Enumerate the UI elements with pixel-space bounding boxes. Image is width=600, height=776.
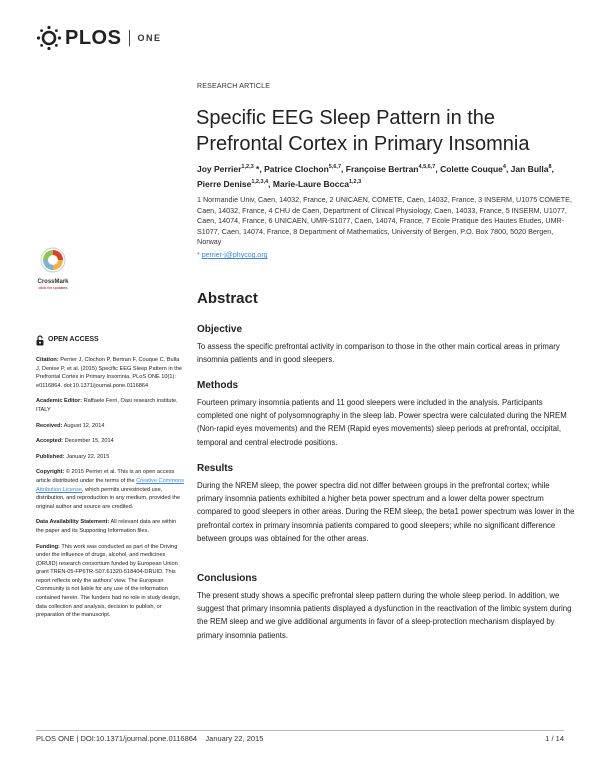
logo-divider (129, 30, 130, 46)
conclusions-text: The present study shows a specific prefrontal sleep pattern during the whole sleep period. In addition, we suggest that primary insomnia patients displayed a dysfunction in the reactivation of the limbic system during the REM sleep and we give additional arguments in favor of a sleep-protection mechanism displayed by primary insomnia patients. (197, 591, 572, 640)
email-link[interactable]: perrier-j@phycog.org (201, 252, 268, 259)
crossmark-sublabel: click for updates (38, 285, 68, 290)
received-date: August 12, 2014 (63, 422, 105, 429)
editor-text: Raffaele Ferri, Oasi research institute, ITALY (36, 398, 178, 413)
page-footer (36, 734, 564, 743)
copyright-text-end: , which permits unrestricted use, distribution, and reproduction in any medium, provided the original author and source are credited. (36, 486, 180, 510)
funding-block (36, 543, 184, 620)
funding-text: This work was conducted as part of the Driving under the influence of drugs, alcohol, and medicines (DRUID) research consortium funded by European Union grant TREN-05-FP6TR-S07.61320-518404-DRUID. This report reflects only the authors' view. The European Community is not liable for any use of the information contained herein. The funders had no role in study design, data collection and analysis, decision to publish, or preparation of the manuscript. (36, 543, 181, 619)
editor-label: Academic Editor: (36, 398, 83, 405)
logo-text: PLOS (65, 26, 122, 49)
received-label: Received: (36, 422, 63, 429)
article-type: RESEARCH ARTICLE (197, 83, 271, 90)
published-date: January 22, 2015 (66, 453, 110, 460)
objective-text: To assess the specific prefrontal activity in comparison to those in the other main cortical areas in primary insomnia patients and in good sleepers. (197, 342, 560, 365)
open-access-badge (36, 335, 184, 346)
published-label: Published: (36, 453, 65, 460)
citation-text: Perrier J, Clochon P, Bertran F, Couque C, Bulla J, Denise P, et al. (2015) Specific EEG Sleep Pattern in the Prefrontal Cortex in Primary Insomnia. PLoS ONE 10(1): e0116864. doi:10.1371/journal.pone.0116864 (36, 357, 183, 389)
author[interactable]: Marie-Laure Bocca$^{1,2,3}$ (272, 178, 362, 189)
page-number: 1 / 14 (545, 734, 564, 743)
crossmark-badge[interactable] (34, 247, 72, 290)
open-access-label: OPEN ACCESS (48, 336, 99, 344)
open-lock-icon (36, 335, 44, 346)
copyright-text: © 2015 Perrier et al. This is an open access article distributed under the terms of the (36, 469, 175, 484)
corresponding-marker: * (197, 252, 200, 259)
results-text: During the NREM sleep, the power spectra did not differ between groups in the prefrontal cortex; while primary insomnia patients exhibited a higher beta power spectrum and a lower delta power spectrum compared to good sleepers in other areas. During the REM sleep, the beta1 power spectrum was lower in the prefrontal cortex in primary insomnia patients compared to good sleepers; while no significant difference between groups was obtained for the other areas. (197, 481, 575, 543)
plos-logo[interactable] (36, 24, 161, 52)
sidebar (36, 335, 184, 627)
footer-citation: PLOS ONE | DOI:10.1371/journal.pone.0116864 January 22, 2015 (36, 734, 264, 743)
citation-label: Citation: (36, 357, 59, 363)
author-list: Joy Perrier$^{1,2,3}$ *, Patrice Clochon$^{5,6,7}$, Françoise Bertran$^{4,5,6,7}$, Colette Couque$^4$, Jan Bulla$^8$, Pierre Denise$^{1,2,3,4}$, Marie-Laure Bocca$^{1,2,3}$ (197, 163, 554, 189)
affiliations: 1 Normandie Univ, Caen, 14032, France, 2 UNICAEN, COMETE, Caen, 14032, France, 3 INSERM, U1075 COMETE, Caen, 14032, France, 4 CHU de Caen, Department of Clinical Physiology, Caen, 14033, France, 5 INSERM, U1077, Caen, 14074, France, 6 UNICAEN, UMR-S1077, Caen, 14074, France, 7 Ecole Pratique des Hautes Etudes, UMR-S1077, Caen, 14074, France, 8 Department of Mathematics, University of Bergen, P.O. Box 7800, 5020 Bergen, Norway (197, 195, 572, 246)
author[interactable]: Françoise Bertran$^{4,5,6,7}$ (345, 163, 436, 174)
abstract-heading: Abstract (197, 290, 258, 307)
citation-block (36, 356, 184, 390)
journal-name: ONE (137, 33, 162, 43)
author[interactable]: Pierre Denise$^{1,2,3,4}$ (197, 178, 269, 189)
copyright-block (36, 468, 184, 511)
conclusions-heading: Conclusions (197, 573, 258, 584)
corresponding-email (197, 252, 268, 259)
crossmark-label: CrossMark (37, 279, 69, 285)
article-title: Specific EEG Sleep Pattern in the Prefrontal Cortex in Primary Insomnia (196, 107, 530, 155)
methods-text: Fourteen primary insomnia patients and 11 good sleepers were included in the analysis. Participants completed one night of polysomnography in the sleep lab. Power spectra were calculated during the NREM (Non-rapid eyes movements) and the REM (Rapid eyes movements) sleep periods at prefrontal, occipital, temporal and central electrode positions. (197, 398, 567, 447)
funding-label: Funding: (36, 543, 60, 550)
license-link[interactable]: Creative Commons Attribution License (36, 477, 185, 493)
data-availability-block (36, 518, 184, 535)
author[interactable]: Joy Perrier$^{1,2,3}$ (197, 163, 254, 174)
accepted-block (36, 437, 184, 446)
editor-block (36, 397, 184, 414)
accepted-label: Accepted: (36, 438, 64, 445)
crossmark-icon (40, 247, 66, 273)
author[interactable]: Jan Bulla$^8$ (510, 163, 552, 174)
data-availability-text: All relevant data are within the paper and its Supporting Information files. (36, 519, 177, 534)
results-heading: Results (197, 463, 234, 474)
data-availability-label: Data Availability Statement: (36, 519, 110, 526)
footer-divider (36, 730, 564, 731)
received-block (36, 422, 184, 431)
published-block (36, 453, 184, 462)
methods-heading: Methods (197, 380, 239, 391)
author[interactable]: Colette Couque$^4$ (440, 163, 506, 174)
plos-logo-icon (36, 25, 62, 51)
copyright-label: Copyright: (36, 469, 65, 476)
accepted-date: December 15, 2014 (64, 438, 114, 445)
objective-heading: Objective (197, 324, 243, 335)
author[interactable]: Patrice Clochon$^{5,6,7}$ (264, 163, 342, 174)
